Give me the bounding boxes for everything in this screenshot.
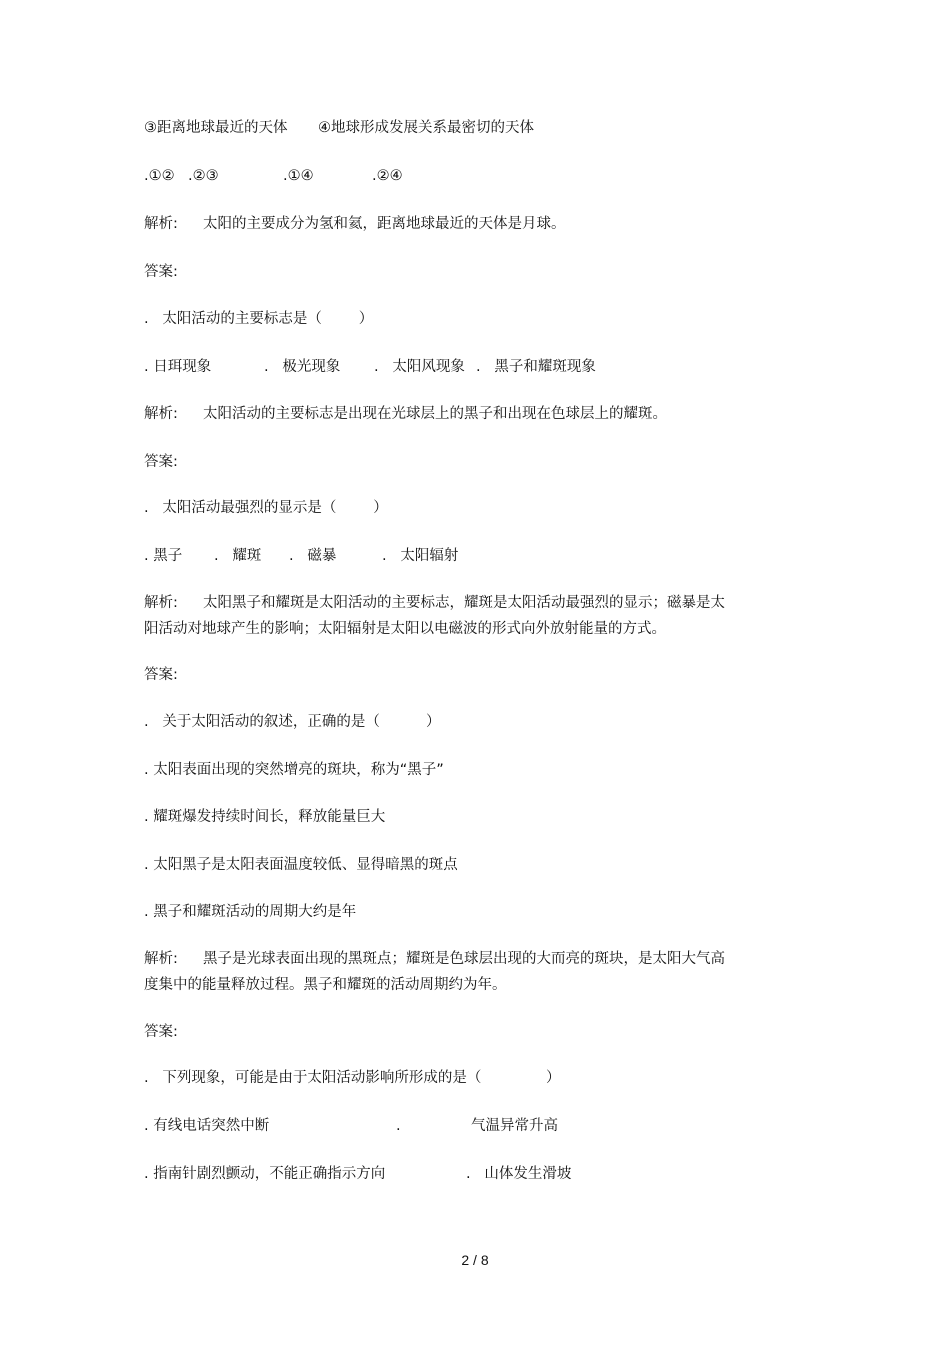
choice-option-c: .①④ (283, 168, 314, 184)
choice-option-b: . 极光现象 (264, 359, 341, 375)
choice-option-a: . 有线电话突然中断 (144, 1118, 270, 1134)
choice-option-c: . 磁暴 (289, 548, 337, 564)
analysis-text: 黑子是光球表面出现的黑斑点；耀斑是色球层出现的大而亮的斑块，是太阳大气高 (203, 951, 725, 967)
choice-option-c: . 指南针剧烈颤动，不能正确指示方向 (144, 1166, 386, 1182)
choice-option-a: . 太阳表面出现的突然增亮的斑块，称为“黑子” (144, 762, 444, 778)
analysis-text-continued: 度集中的能量释放过程。黑子和耀斑的活动周期约为年。 (144, 977, 507, 993)
analysis-text: 太阳的主要成分为氢和氦，距离地球最近的天体是月球。 (203, 216, 566, 232)
choice-option-d: . 黑子和耀斑现象 (476, 359, 596, 375)
option-line: ③距离地球最近的天体 (144, 120, 288, 136)
page-number: 2 / 8 (461, 1252, 489, 1268)
analysis-label: 解析: (144, 951, 178, 967)
choice-option-a: .①② (144, 168, 175, 184)
question-stem: . 下列现象，可能是由于太阳活动影响所形成的是（ ） (144, 1070, 561, 1086)
answer-label: 答案: (144, 454, 178, 470)
question-stem: . 太阳活动的主要标志是（ ） (144, 311, 374, 327)
answer-label: 答案: (144, 667, 178, 683)
analysis-text: 太阳黑子和耀斑是太阳活动的主要标志，耀斑是太阳活动最强烈的显示；磁暴是太 (203, 595, 725, 611)
choice-option-b-text: 气温异常升高 (471, 1118, 558, 1134)
choice-option-b: .②③ (188, 168, 219, 184)
choice-option-a: . 日珥现象 (144, 359, 212, 375)
choice-option-d: . 山体发生滑坡 (466, 1166, 572, 1182)
choice-option-c: . 太阳黑子是太阳表面温度较低、显得暗黑的斑点 (144, 857, 458, 873)
answer-label: 答案: (144, 1024, 178, 1040)
choice-option-d: .②④ (372, 168, 403, 184)
choice-option-d: . 黑子和耀斑活动的周期大约是年 (144, 904, 357, 920)
analysis-label: 解析: (144, 595, 178, 611)
analysis-text-continued: 阳活动对地球产生的影响；太阳辐射是太阳以电磁波的形式向外放射能量的方式。 (144, 621, 666, 637)
choice-option-d: . 太阳辐射 (382, 548, 459, 564)
option-line: ④地球形成发展关系最密切的天体 (318, 120, 534, 136)
question-stem: . 关于太阳活动的叙述，正确的是（ ） (144, 714, 441, 730)
choice-option-a: . 黑子 (144, 548, 183, 564)
analysis-text: 太阳活动的主要标志是出现在光球层上的黑子和出现在色球层上的耀斑。 (203, 406, 667, 422)
analysis-label: 解析: (144, 406, 178, 422)
choice-option-c: . 太阳风现象 (374, 359, 465, 375)
choice-option-b: . (396, 1118, 401, 1134)
choice-option-b: . 耀斑 (214, 548, 262, 564)
answer-label: 答案: (144, 264, 178, 280)
analysis-label: 解析: (144, 216, 178, 232)
question-stem: . 太阳活动最强烈的显示是（ ） (144, 500, 388, 516)
choice-option-b: . 耀斑爆发持续时间长，释放能量巨大 (144, 809, 386, 825)
